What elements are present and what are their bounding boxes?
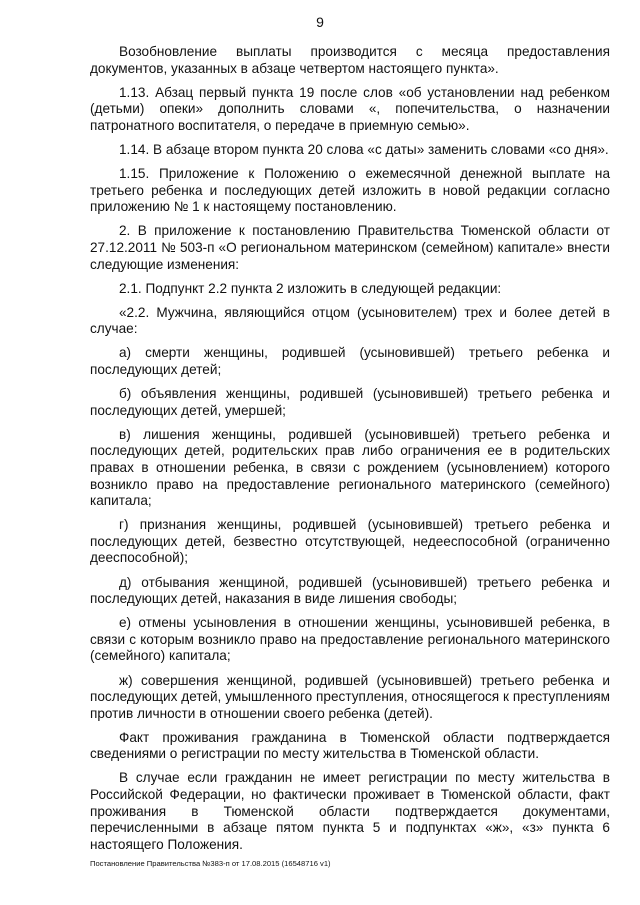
paragraph: ж) совершения женщиной, родившей (усыновившей) третьего ребенка и последующих детей, умышленного преступления, относящегося к преступлениям против личности в отношении своего ребенка (детей). <box>90 672 610 721</box>
paragraph: г) признания женщины, родившей (усыновившей) третьего ребенка и последующих детей, безвестно отсутствующей, недееспособной (ограниченно дееспособной); <box>90 517 610 566</box>
page-number: 9 <box>316 14 324 30</box>
paragraph: е) отмены усыновления в отношении женщины, усыновившей ребенка, в связи с которым возникло право на предоставление регионального материнского (семейного) капитала; <box>90 615 610 664</box>
paragraph: 1.14. В абзаце втором пункта 20 слова «с даты» заменить словами «со дня». <box>119 141 609 157</box>
document-body <box>90 44 610 861</box>
paragraph: 1.13. Абзац первый пункта 19 после слов «об установлении над ребенком (детьми) опеки» дополнить словами «, попечительства, о назначении патронатного воспитателя, о передаче в приемную семью». <box>90 84 610 133</box>
paragraph: 2. В приложение к постановлению Правительства Тюменской области от 27.12.2011 № 503-п «О региональном материнском (семейном) капитале» внести следующие изменения: <box>90 223 610 272</box>
paragraph: В случае если гражданин не имеет регистрации по месту жительства в Российской Федерации, но фактически проживает в Тюменской области, факт проживания в Тюменской области подтверждается документами, перечисленными в абзаце пятом пункта 5 и подпунктах «ж», «з» пункта 6 настоящего Положения. <box>90 770 610 852</box>
paragraph: «2.2. Мужчина, являющийся отцом (усыновителем) трех и более детей в случае: <box>90 304 610 337</box>
paragraph: в) лишения женщины, родившей (усыновившей) третьего ребенка и последующих детей, родительских прав либо ограничения ее в родительских правах в отношении ребенка, в связи с рождением (усыновлением) которого возникло право на предоставление регионального материнского (семейного) капитала; <box>90 426 610 509</box>
paragraph: Возобновление выплаты производится с месяца предоставления документов, указанных в абзаце четвертом настоящего пункта». <box>90 44 610 76</box>
document-footer: Постановление Правительства №383-п от 17.08.2015 (16548716 v1) <box>90 859 331 868</box>
paragraph: б) объявления женщины, родившей (усыновившей) третьего ребенка и последующих детей, умершей; <box>90 386 610 418</box>
paragraph: 1.15. Приложение к Положению о ежемесячной денежной выплате на третьего ребенка и последующих детей изложить в новой редакции согласно приложению № 1 к настоящему постановлению. <box>90 166 610 215</box>
paragraph: а) смерти женщины, родившей (усыновившей) третьего ребенка и последующих детей; <box>90 345 610 377</box>
paragraph: 2.1. Подпункт 2.2 пункта 2 изложить в следующей редакции: <box>119 280 502 296</box>
paragraph: д) отбывания женщиной, родившей (усыновившей) третьего ребенка и последующих детей, наказания в виде лишения свободы; <box>90 574 610 607</box>
paragraph: Факт проживания гражданина в Тюменской области подтверждается сведениями о регистрации по месту жительства в Тюменской области. <box>90 729 610 762</box>
